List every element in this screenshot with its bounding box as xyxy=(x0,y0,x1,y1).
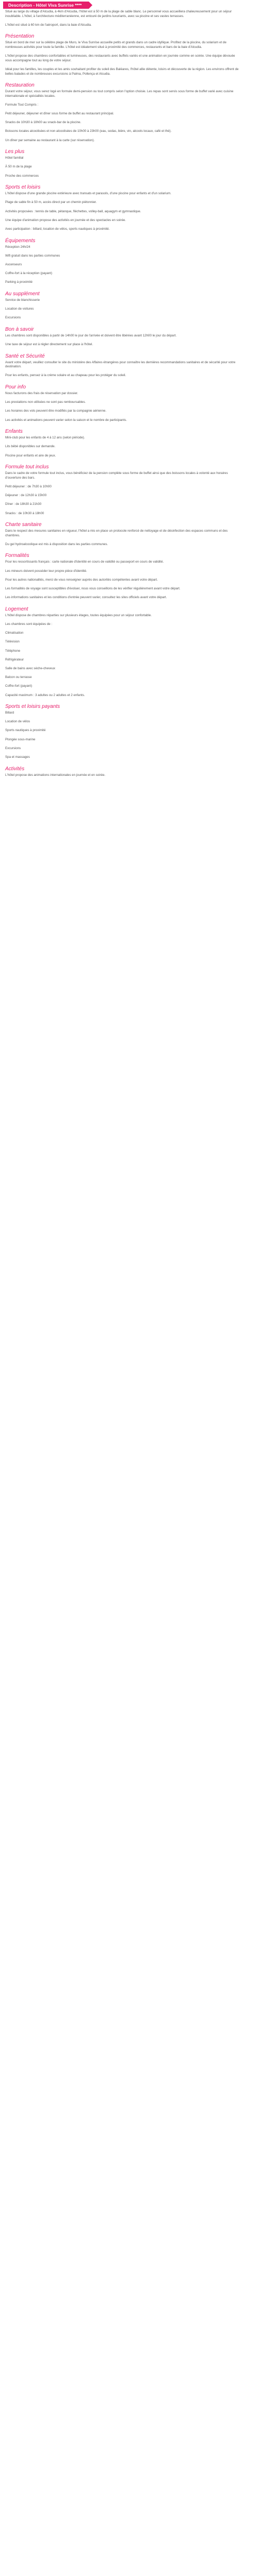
section-paragraph: Location de voitures xyxy=(5,307,34,311)
section xyxy=(5,429,243,458)
section-paragraph: Spa et massages xyxy=(5,755,30,759)
section-heading: Charte sanitaire xyxy=(5,522,42,528)
section xyxy=(5,553,243,600)
section-paragraph: Nous facturons des frais de réservation par dossier. xyxy=(5,392,78,396)
section-paragraph: Service de blanchisserie xyxy=(5,298,40,302)
section-paragraph: Capacité maximum : 3 adultes ou 2 adultes et 2 enfants. xyxy=(5,693,85,697)
section-paragraph: Salle de bains avec sèche-cheveux xyxy=(5,666,55,670)
section-heading: Restauration xyxy=(5,82,35,89)
section-paragraph: Situé en bord de mer sur la célèbre plage de Muro, le Viva Sunrise accueille petits et grands dans un cadre idyllique. Profitez de la piscine, du solarium et de nombreuses activités pour toute la famille. L'hôtel est idéalement situé à proximité des commerces, restaurants et bars de la baie d'Alcudia. xyxy=(5,41,227,49)
section xyxy=(5,82,243,143)
section-paragraph: Durant votre séjour, vous serez logé en formule demi-pension ou tout compris selon l'option choisie. Les repas sont servis sous forme de buffet varié avec cuisine internationale et spécialités locales. xyxy=(5,90,234,98)
section-paragraph: Pour les enfants, pensez à la crème solaire et au chapeau pour les protéger du soleil. xyxy=(5,374,126,378)
section-paragraph: Piscine pour enfants et aire de jeux. xyxy=(5,453,56,457)
section-paragraph: Les horaires des vols peuvent être modifiés par la compagnie aérienne. xyxy=(5,409,107,413)
section-paragraph: Boissons locales alcoolisées et non alcoolisées de 10h00 à 23h00 (eau, sodas, bière, vin, alcools locaux, café et thé). xyxy=(5,129,172,133)
section-paragraph: Avec participation : billard, location de vélos, sports nautiques à proximité. xyxy=(5,227,110,231)
section-paragraph: L'hôtel propose des animations internationales en journée et en soirée. xyxy=(5,773,106,777)
section-paragraph: Dans le cadre de votre formule tout inclus, vous bénéficiez de la pension complète sous forme de buffet ainsi que des boissons locales à volonté aux horaires d'ouverture des bars. xyxy=(5,471,228,480)
section-paragraph: Pour les autres nationalités, merci de vous renseigner auprès des autorités compétentes avant votre départ. xyxy=(5,578,158,582)
section-paragraph: Les informations sanitaires et les conditions d'entrée peuvent varier, consultez les sites officiels avant votre départ. xyxy=(5,596,167,600)
section-paragraph: Snacks : de 10h30 à 18h00 xyxy=(5,511,44,515)
section-paragraph: Les prestations non utilisées ne sont pas remboursables. xyxy=(5,400,86,404)
section-paragraph: Situé au large du village d'Alcudia, à 4km d'Alcudia, l'hôtel est à 50 m de la plage de sable blanc. Le personnel vous accueillera chaleureusement pour un séjour inoubliable. L'hôtel, à l'architecture méditerranéenne, est entouré de jardins luxuriants, avec sa piscine et ses vastes terrasses. xyxy=(5,10,232,18)
section-paragraph: Les activités et animations peuvent varier selon la saison et le nombre de participants. xyxy=(5,418,127,422)
page xyxy=(0,2,258,787)
section-paragraph: Du gel hydroalcoolique est mis à disposition dans les parties communes. xyxy=(5,542,108,546)
section-paragraph: L'hôtel propose des chambres confortables et lumineuses, des restaurants avec buffets variés et une animation en journée comme en soirée. Une équipe dévouée vous accompagne tout au long de votre séjour. xyxy=(5,54,235,62)
section-paragraph: Lits bébé disponibles sur demande. xyxy=(5,445,56,449)
section-paragraph: Les chambres sont disponibles à partir de 14h00 le jour de l'arrivée et doivent être libérées avant 12h00 le jour du départ. xyxy=(5,333,177,337)
section-paragraph: Proche des commerces xyxy=(5,174,39,178)
section-heading: Logement xyxy=(5,606,28,612)
section-paragraph: Dans le respect des mesures sanitaires en vigueur, l'hôtel a mis en place un protocole renforcé de nettoyage et de désinfection des espaces communs et des chambres. xyxy=(5,529,228,537)
section xyxy=(5,327,243,347)
section-paragraph: Snacks de 10h30 à 18h00 au snack-bar de la piscine. xyxy=(5,121,82,125)
section-paragraph: Plage de sable fin à 50 m, accès direct par un chemin piétonnier. xyxy=(5,200,97,205)
section-paragraph: Excursions xyxy=(5,316,21,320)
section-paragraph: Les formalités de voyage sont susceptibles d'évoluer, nous vous conseillons de les vérifier régulièrement avant votre départ. xyxy=(5,587,181,591)
section xyxy=(5,704,243,760)
section-paragraph: Idéal pour les familles, les couples et les amis souhaitant profiter du soleil des Baléares, l'hôtel allie détente, loisirs et découverte de la région. Les environs offrent de belles balades et de nombreuses excursions à Palma, Pollença et Alcudia. xyxy=(5,67,239,76)
section-paragraph: Hôtel familial xyxy=(5,156,24,160)
hotel-description xyxy=(0,9,248,787)
section-paragraph: L'hôtel est situé à 60 km de l'aéroport, dans la baie d'Alcudia. xyxy=(5,23,92,27)
section-paragraph: Pour les ressortissants français : carte nationale d'identité en cours de validité ou passeport en cours de validité. xyxy=(5,560,164,564)
section-paragraph: Wifi gratuit dans les parties communes xyxy=(5,253,60,258)
section-paragraph: À 50 m de la plage xyxy=(5,165,32,169)
section-paragraph: Dîner : de 18h30 à 21h30 xyxy=(5,502,42,506)
section xyxy=(5,149,243,178)
section-paragraph: Un dîner par semaine au restaurant à la carte (sur réservation). xyxy=(5,138,95,142)
section-heading: Formalités xyxy=(5,553,29,559)
section-paragraph: Petit déjeuner, déjeuner et dîner sous forme de buffet au restaurant principal. xyxy=(5,112,114,116)
section-paragraph: Les chambres sont équipées de : xyxy=(5,622,53,626)
section xyxy=(5,384,243,422)
section xyxy=(5,522,243,547)
section-paragraph: Télévision xyxy=(5,640,20,644)
section-paragraph: Billard xyxy=(5,711,14,715)
section-heading: Sports et loisirs xyxy=(5,184,41,191)
section-paragraph: Mini-club pour les enfants de 4 à 12 ans (selon période). xyxy=(5,436,85,440)
section-paragraph: Plongée sous-marine xyxy=(5,737,36,741)
section-paragraph: Téléphone xyxy=(5,649,21,653)
section-paragraph: Coffre-fort à la réception (payant) xyxy=(5,272,53,276)
section-paragraph: Avant votre départ, veuillez consulter le site du ministère des Affaires étrangères pour connaître les dernières recommandations sanitaires et de sécurité pour votre destination. xyxy=(5,360,236,369)
section-heading: Pour info xyxy=(5,384,26,391)
section-paragraph: Location de vélos xyxy=(5,720,30,724)
section-paragraph: Réception 24h/24 xyxy=(5,245,30,249)
description-banner: Description - Hôtel Viva Sunrise **** xyxy=(3,2,89,9)
section-paragraph: Déjeuner : de 12h30 à 15h00 xyxy=(5,494,47,498)
section-paragraph: Une taxe de séjour est à régler directement sur place à l'hôtel. xyxy=(5,343,93,347)
section xyxy=(5,606,243,698)
section-paragraph: Petit déjeuner : de 7h30 à 10h00 xyxy=(5,484,52,488)
section xyxy=(5,464,243,516)
section-paragraph: Formule Tout Compris : xyxy=(5,103,39,107)
section-paragraph: Coffre-fort (payant) xyxy=(5,684,33,688)
section-paragraph: Balcon ou terrasse xyxy=(5,675,32,680)
section-paragraph: Les mineurs doivent posséder leur propre pièce d'identité. xyxy=(5,569,87,573)
section xyxy=(5,353,243,378)
section-heading: Au supplément xyxy=(5,291,40,297)
section-paragraph: Réfrigérateur xyxy=(5,657,24,662)
section-heading: Formule tout inclus xyxy=(5,464,49,470)
section-paragraph: L'hôtel dispose d'une grande piscine extérieure avec transats et parasols, d'une piscine pour enfants et d'un solarium. xyxy=(5,192,171,196)
section-heading: Activités xyxy=(5,766,25,772)
section-heading: Enfants xyxy=(5,429,23,435)
section xyxy=(5,10,243,27)
section-heading: Présentation xyxy=(5,33,35,40)
section xyxy=(5,238,243,285)
section-paragraph: Excursions xyxy=(5,746,21,750)
section xyxy=(5,766,243,778)
section-paragraph: Ascenseurs xyxy=(5,262,22,266)
section-heading: Équipements xyxy=(5,238,36,244)
section-paragraph: L'hôtel dispose de chambres réparties sur plusieurs étages, toutes équipées pour un séjour confortable. xyxy=(5,613,152,617)
section-heading: Bon à savoir xyxy=(5,326,34,332)
section-heading: Les plus xyxy=(5,149,25,155)
section xyxy=(5,184,243,231)
section-paragraph: Une équipe d'animation propose des activités en journée et des spectacles en soirée. xyxy=(5,218,126,222)
section-paragraph: Parking à proximité xyxy=(5,280,33,284)
section-paragraph: Sports nautiques à proximité xyxy=(5,728,46,733)
section xyxy=(5,33,243,76)
section-heading: Santé et Sécurité xyxy=(5,353,45,359)
section-paragraph: Climatisation xyxy=(5,631,24,635)
section-paragraph: Activités proposées : tennis de table, pétanque, fléchettes, volley-ball, aquagym et gymnastique. xyxy=(5,209,141,213)
section-heading: Sports et loisirs payants xyxy=(5,704,60,710)
section xyxy=(5,291,243,320)
